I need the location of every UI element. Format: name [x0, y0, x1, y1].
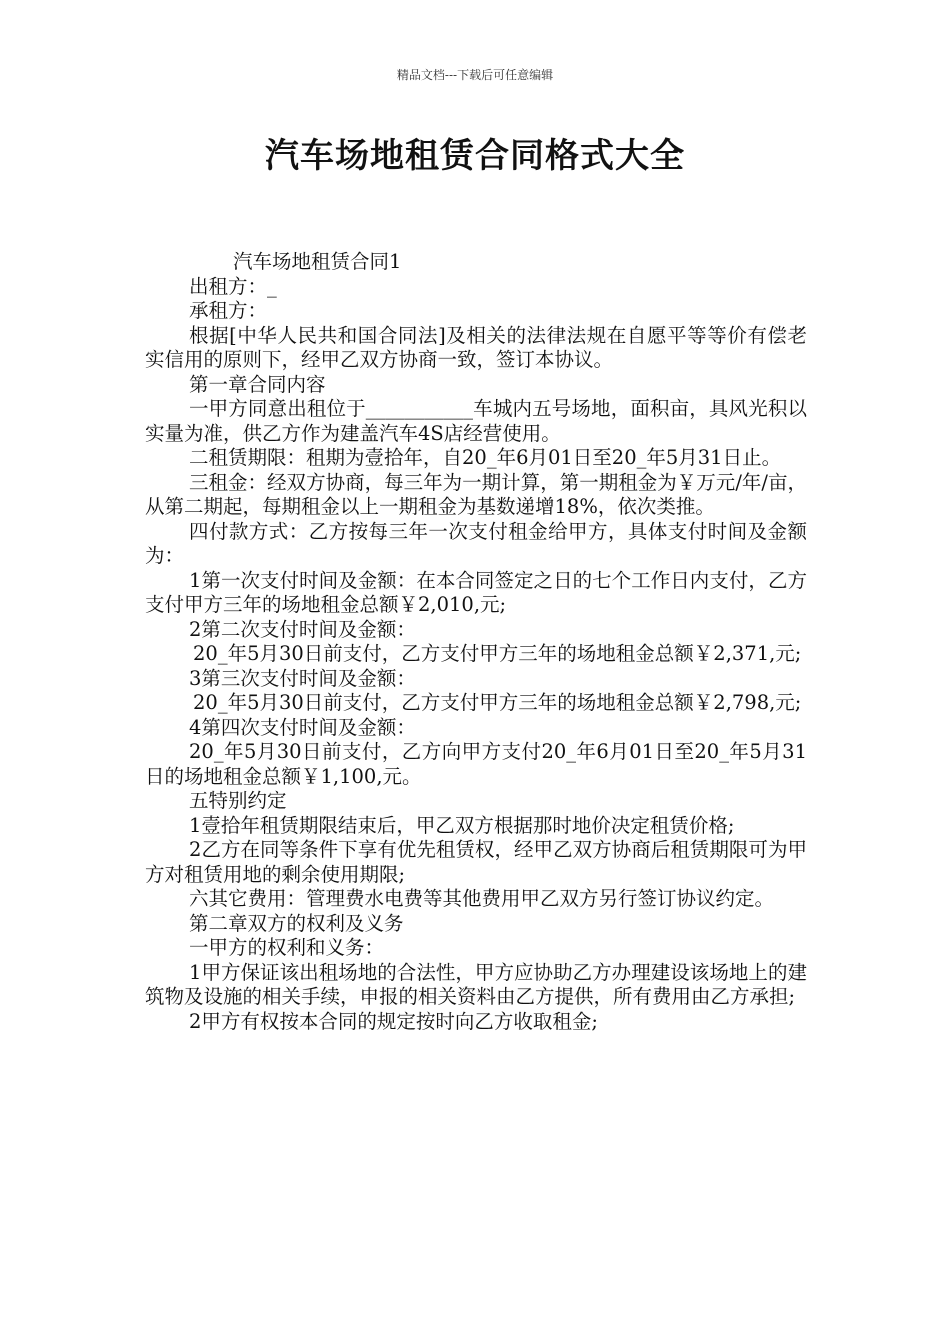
- paragraph: 1第一次支付时间及金额：在本合同签定之日的七个工作日内支付，乙方支付甲方三年的场地租金总额￥2,010,元;: [145, 568, 807, 616]
- paragraph: 3第三次支付时间及金额：: [189, 666, 416, 690]
- paragraph: 20_年5月30日前支付，乙方向甲方支付20_年6月01日至20_年5月31日的场地租金总额￥1,100,元。: [145, 740, 807, 788]
- paragraph: 第二章双方的权利及义务: [189, 911, 404, 935]
- paragraph: 二租赁期限：租期为壹拾年，自20_年6月01日至20_年5月31日止。: [189, 446, 782, 469]
- header-note: 精品文档---下载后可任意编辑: [396, 68, 554, 82]
- paragraph: 六其它费用：管理费水电费等其他费用甲乙双方另行签订协议约定。: [189, 887, 775, 910]
- paragraph: 一甲方同意出租位于___________车城内五号场地，面积亩，具风光积以实量为准，供乙方作为建盖汽车4S店经营使用。: [145, 397, 807, 445]
- paragraph: 1壹拾年租赁期限结束后，甲乙双方根据那时地价决定租赁价格;: [189, 813, 735, 837]
- paragraph: 2甲方有权按本合同的规定按时向乙方收取租金;: [189, 1009, 598, 1033]
- paragraph: 根据[中华人民共和国合同法]及相关的法律法规在自愿平等等价有偿老实信用的原则下，经甲乙双方协商一致，签订本协议。: [145, 323, 807, 371]
- paragraph: 承租方：: [189, 299, 268, 322]
- paragraph: 2第二次支付时间及金额：: [189, 617, 416, 641]
- paragraph: 2乙方在同等条件下享有优先租赁权，经甲乙双方协商后租赁期限可为甲方对租赁用地的剩余使用期限;: [145, 838, 807, 886]
- document-body: [145, 250, 807, 1034]
- paragraph: 四付款方式：乙方按每三年一次支付租金给甲方，具体支付时间及金额为：: [145, 519, 807, 567]
- paragraph: 1甲方保证该出租场地的合法性，甲方应协助乙方办理建设该场地上的建筑物及设施的相关手续，申报的相关资料由乙方提供，所有费用由乙方承担;: [145, 960, 807, 1008]
- paragraph: 第一章合同内容: [189, 372, 326, 396]
- paragraph: 一甲方的权利和义务：: [189, 936, 385, 959]
- paragraph: 4第四次支付时间及金额：: [189, 715, 416, 739]
- paragraph: 汽车场地租赁合同1: [233, 250, 402, 273]
- document-title: 汽车场地租赁合同格式大全: [265, 136, 685, 176]
- paragraph: 20_年5月30日前支付，乙方支付甲方三年的场地租金总额￥2,798,元;: [193, 691, 802, 714]
- paragraph: 出租方：_: [189, 274, 277, 298]
- paragraph: 三租金：经双方协商，每三年为一期计算，第一期租金为￥万元/年/亩，从第二期起，每期租金以上一期租金为基数递增18%，依次类推。: [145, 470, 807, 518]
- paragraph: 20_年5月30日前支付，乙方支付甲方三年的场地租金总额￥2,371,元;: [193, 642, 802, 665]
- paragraph: 五特别约定: [189, 789, 287, 812]
